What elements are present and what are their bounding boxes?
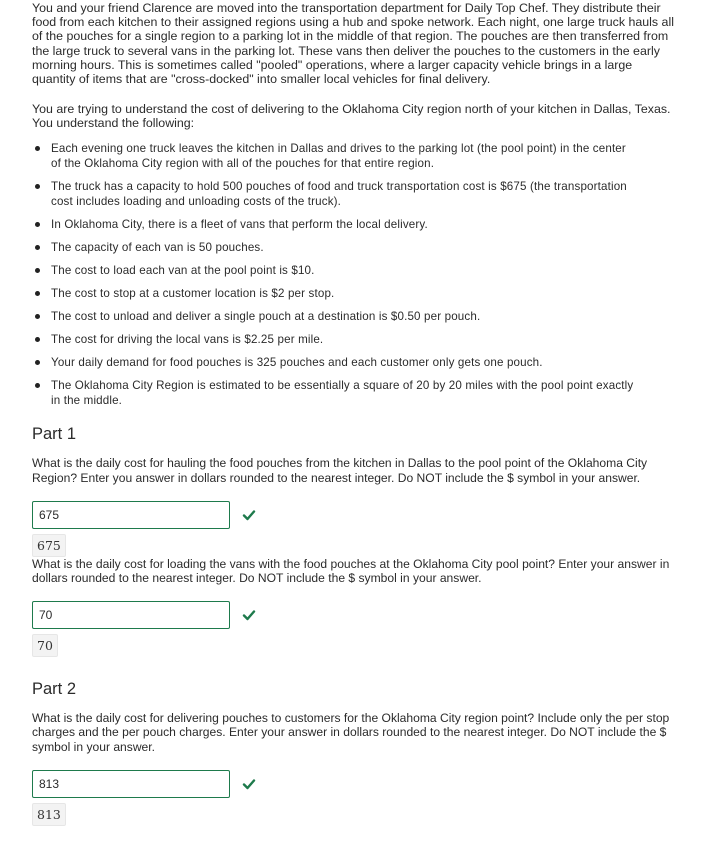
question-2-answer-row [32,601,679,629]
check-icon [242,777,256,791]
list-item: Your daily demand for food pouches is 325 pouches and each customer only gets one pouch. [32,355,679,370]
question-3-answer-row [32,770,679,798]
question-3-feedback: 813 [32,803,66,826]
part-2-heading: Part 2 [32,680,77,699]
bullet-icon [35,291,40,296]
question-2-text: What is the daily cost for loading the vans with the food pouches at the Oklahoma City pool point? Enter your answer in dollars rounded to the nearest integer. Do NOT include the $ symbol in your answer. [32,556,670,586]
bullet-icon [35,337,40,342]
question-2-feedback: 70 [32,634,58,657]
check-icon [242,508,256,522]
list-item: The capacity of each van is 50 pouches. [32,240,679,255]
question-1-answer-input[interactable] [32,501,230,529]
bullet-icon [35,383,40,388]
list-item: The cost to stop at a customer location is $2 per stop. [32,286,679,301]
bullet-icon [35,222,40,227]
assumptions-list [32,141,679,409]
question-2-answer-input[interactable] [32,601,230,629]
bullet-icon [35,245,40,250]
bullet-icon [35,360,40,365]
question-1-answer-row [32,501,679,529]
list-item: In Oklahoma City, there is a fleet of vans that perform the local delivery. [32,217,679,232]
check-icon [242,608,256,622]
intro-paragraph: You and your friend Clarence are moved into the transportation department for Daily Top Chef. They distribute their food from each kitchen to their assigned regions using a hub and spoke network. Each night, one large truck hauls all of the pouches for a single region to a parking lot in the middle of that region. The pouches are then transferred from the large truck to several vans in the parking lot. These vans then deliver the pouches to the customers in the early morning hours. This is sometimes called "pooled" operations, where a larger capacity vehicle brings in a large quantity of items that are "cross-docked" into smaller local vehicles for final delivery. [32,1,674,87]
bullet-icon [35,184,40,189]
list-item: The cost to unload and deliver a single pouch at a destination is $0.50 per pouch. [32,309,679,324]
bullet-icon [35,268,40,273]
list-item: The Oklahoma City Region is estimated to be essentially a square of 20 by 20 miles with the pool point exactly in the middle. [32,378,679,408]
bullet-icon [35,146,40,151]
list-item: The truck has a capacity to hold 500 pouches of food and truck transportation cost is $675 (the transportation cost includes loading and unloading costs of the truck). [32,179,679,209]
list-item: Each evening one truck leaves the kitchen in Dallas and drives to the parking lot (the pool point) in the center of the Oklahoma City region with all of the pouches for that entire region. [32,141,679,171]
list-item: The cost to load each van at the pool point is $10. [32,263,679,278]
part-1-heading: Part 1 [32,425,77,444]
context-paragraph: You are trying to understand the cost of delivering to the Oklahoma City region north of your kitchen in Dallas, Texas. You understand the following: [32,102,671,131]
bullet-icon [35,314,40,319]
question-3-answer-input[interactable] [32,770,230,798]
question-1-text: What is the daily cost for hauling the food pouches from the kitchen in Dallas to the pool point of the Oklahoma City Region? Enter you answer in dollars rounded to the nearest integer. Do NOT include the $ symbol in your answer. [32,456,648,485]
question-3-text: What is the daily cost for delivering pouches to customers for the Oklahoma City region point? Include only the per stop charges and the per pouch charges. Enter your answer in dollars rounded to the nearest integer. Do NOT include the $ symbol in your answer. [32,711,670,754]
list-item: The cost for driving the local vans is $2.25 per mile. [32,332,679,347]
question-1-feedback: 675 [32,534,66,557]
